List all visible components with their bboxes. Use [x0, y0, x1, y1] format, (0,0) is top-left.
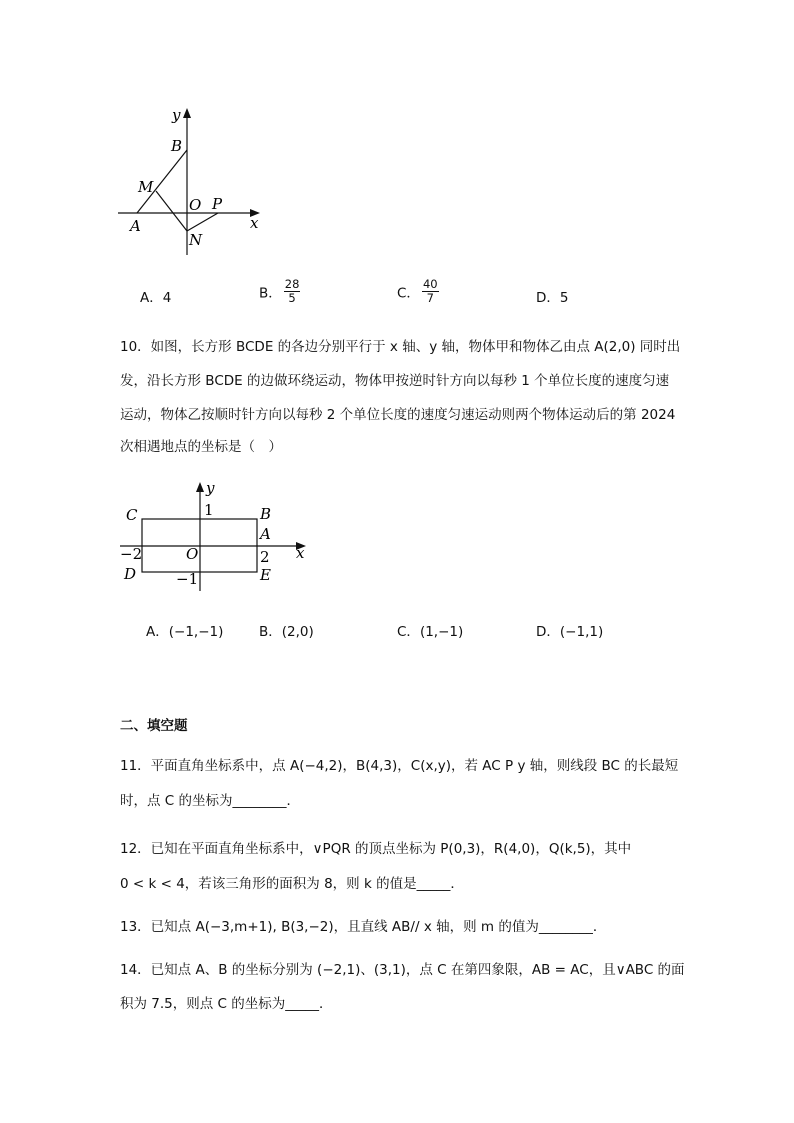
label-e: E — [260, 566, 271, 584]
q10-figure — [112, 476, 322, 596]
segment-np — [187, 213, 218, 231]
option-letter: B． — [259, 285, 282, 302]
q10-option-b[interactable] — [259, 620, 314, 640]
q9-figure — [110, 100, 280, 260]
q10-option-a[interactable] — [146, 620, 223, 640]
label-x: x — [296, 544, 305, 562]
label-y: y — [172, 106, 181, 124]
option-letter: C． — [397, 285, 420, 302]
label-a: A — [260, 525, 271, 543]
option-value: (−1,1) — [559, 624, 604, 640]
q10-option-c[interactable] — [397, 620, 463, 640]
q11-line-2: 时，点 C 的坐标为________． — [120, 793, 301, 809]
q14-line-1: 14．已知点 A、B 的坐标分别为 (−2,1)、(3,1)，点 C 在第四象限，AB = AC，且∨ABC 的面 — [120, 962, 685, 978]
label-1: 1 — [204, 501, 214, 519]
q9-option-c[interactable] — [397, 278, 439, 305]
section-title: 二、填空题 — [120, 718, 188, 734]
numerator: 40 — [422, 277, 438, 291]
q10-line-3: 运动，物体乙按顺时针方向以每秒 2 个单位长度的速度匀速运动则两个物体运动后的第 2024 — [120, 407, 676, 423]
q10-option-d[interactable] — [536, 620, 603, 640]
q12-line-2: 0 < k < 4，若该三角形的面积为 8，则 k 的值是_____． — [120, 876, 464, 892]
label-a: A — [130, 217, 141, 235]
label-c: C — [126, 506, 138, 524]
label-d: D — [124, 565, 137, 583]
fraction — [422, 278, 439, 305]
option-value: (1,−1) — [419, 624, 464, 640]
option-value: 5 — [559, 290, 569, 306]
q9-option-a[interactable] — [140, 286, 171, 306]
label-y: y — [206, 479, 215, 497]
q11-line-1: 11．平面直角坐标系中，点 A(−4,2)，B(4,3)，C(x,y)，若 AC P y 轴，则线段 BC 的长最短 — [120, 758, 679, 774]
y-axis-arrow-icon — [196, 482, 204, 492]
label-neg1: −1 — [176, 570, 199, 588]
label-b: B — [260, 505, 272, 523]
option-value: (2,0) — [281, 624, 314, 640]
q10-line-4: 次相遇地点的坐标是（ ） — [120, 439, 282, 455]
option-letter: B． — [259, 624, 282, 640]
q13-line-1: 13．已知点 A(−3,m+1), B(3,−2)，且直线 AB// x 轴，则 m 的值为________． — [120, 919, 607, 935]
q14-line-2: 积为 7.5，则点 C 的坐标为_____． — [120, 996, 333, 1012]
denominator: 7 — [426, 291, 434, 305]
label-p: P — [212, 195, 223, 213]
option-value: (−1,−1) — [168, 624, 224, 640]
option-letter: C． — [397, 624, 420, 640]
q9-option-b[interactable] — [259, 278, 300, 305]
option-letter: D． — [536, 624, 560, 640]
q10-line-1: 10．如图，长方形 BCDE 的各边分别平行于 x 轴、y 轴，物体甲和物体乙由点 A(2,0) 同时出 — [120, 339, 681, 355]
option-letter: A． — [140, 290, 163, 306]
q10-line-2: 发，沿长方形 BCDE 的边做环绕运动，物体甲按逆时针方向以每秒 1 个单位长度的速度匀速 — [120, 373, 670, 389]
label-o: O — [189, 196, 202, 214]
y-axis-arrow-icon — [183, 108, 191, 118]
label-x: x — [250, 214, 259, 232]
denominator: 5 — [288, 291, 296, 305]
fraction — [284, 278, 301, 305]
segment-mn — [156, 191, 187, 231]
label-neg2: −2 — [120, 545, 143, 563]
q12-line-1: 12．已知在平面直角坐标系中，∨PQR 的顶点坐标为 P(0,3)，R(4,0)，Q(k,5)，其中 — [120, 841, 632, 857]
label-n: N — [189, 231, 203, 249]
option-letter: A． — [146, 624, 169, 640]
label-o: O — [186, 545, 199, 563]
label-2: 2 — [260, 548, 270, 566]
numerator: 28 — [284, 277, 300, 291]
option-letter: D． — [536, 290, 560, 306]
label-m: M — [138, 178, 154, 196]
q9-option-d[interactable] — [536, 286, 569, 306]
label-b: B — [171, 137, 183, 155]
option-value: 4 — [162, 290, 172, 306]
